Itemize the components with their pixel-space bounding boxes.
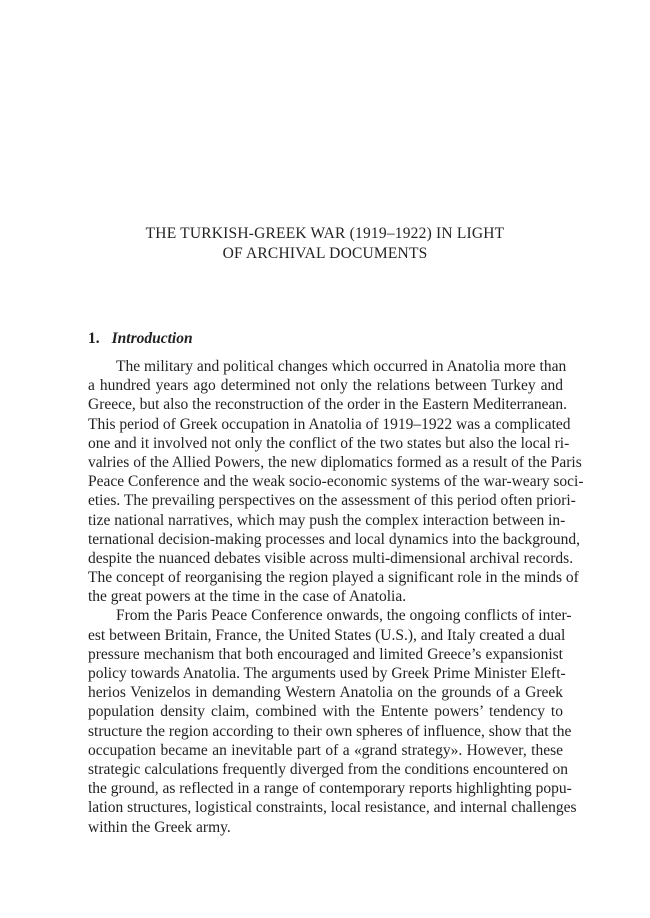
text-line: the great powers at the time in the case of Anatolia. xyxy=(88,588,407,606)
section-heading xyxy=(88,329,193,349)
section-title: Introduction xyxy=(111,330,193,347)
text-line: population density claim, combined with the Entente powers’ tendency to xyxy=(88,703,563,721)
text-line: ternational decision-making processes and local dynamics into the background, xyxy=(88,530,580,548)
text-line: the ground, as reflected in a range of contemporary reports highlighting popu- xyxy=(88,780,572,798)
text-line: Peace Conference and the weak socio-economic systems of the war-weary soci- xyxy=(88,473,584,491)
text-line: eties. The prevailing perspectives on the assessment of this period often priori- xyxy=(88,492,576,510)
text-line: occupation became an inevitable part of a «grand strategy». However, these xyxy=(88,741,563,759)
chapter-title-line-2: OF ARCHIVAL DOCUMENTS xyxy=(222,245,428,262)
text-line: The concept of reorganising the region played a significant role in the minds of xyxy=(88,569,579,587)
text-line: The military and political changes which occurred in Anatolia more than xyxy=(116,358,567,375)
text-line: lation structures, logistical constraints, local resistance, and internal challenges xyxy=(88,799,577,817)
text-line: a hundred years ago determined not only the relations between Turkey and xyxy=(88,377,563,395)
text-line: one and it involved not only the conflict of the two states but also the local ri- xyxy=(88,434,570,452)
text-line: est between Britain, France, the United States (U.S.), and Italy created a dual xyxy=(88,626,566,644)
body-text xyxy=(88,357,584,837)
section-number: 1. xyxy=(88,330,100,347)
text-line: strategic calculations frequently diverged from the conditions encountered on xyxy=(88,760,569,778)
text-line: pressure mechanism that both encouraged and limited Greece’s expansionist xyxy=(88,645,563,663)
text-line: valries of the Allied Powers, the new diplomatics formed as a result of the Paris xyxy=(88,453,582,471)
text-line: From the Paris Peace Conference onwards, the ongoing conflicts of inter- xyxy=(116,607,572,625)
chapter-title-line-1: THE TURKISH-GREEK WAR (1919–1922) IN LIGHT xyxy=(145,225,505,242)
text-line: policy towards Anatolia. The arguments used by Greek Prime Minister Eleft- xyxy=(88,665,566,682)
text-line: herios Venizelos in demanding Western Anatolia on the grounds of a Greek xyxy=(88,684,563,702)
text-line: despite the nuanced debates visible across multi-dimensional archival records. xyxy=(88,549,574,567)
text-line: within the Greek army. xyxy=(88,818,231,836)
text-line: This period of Greek occupation in Anatolia of 1919–1922 was a complicated xyxy=(88,415,571,433)
paragraph-1 xyxy=(88,357,584,606)
text-line: Greece, but also the reconstruction of the order in the Eastern Mediterranean. xyxy=(88,396,568,414)
text-line: structure the region according to their own spheres of influence, show that the xyxy=(88,722,572,740)
paragraph-2 xyxy=(88,606,577,836)
text-line: tize national narratives, which may push the complex interaction between in- xyxy=(88,511,566,529)
chapter-title xyxy=(60,224,590,264)
